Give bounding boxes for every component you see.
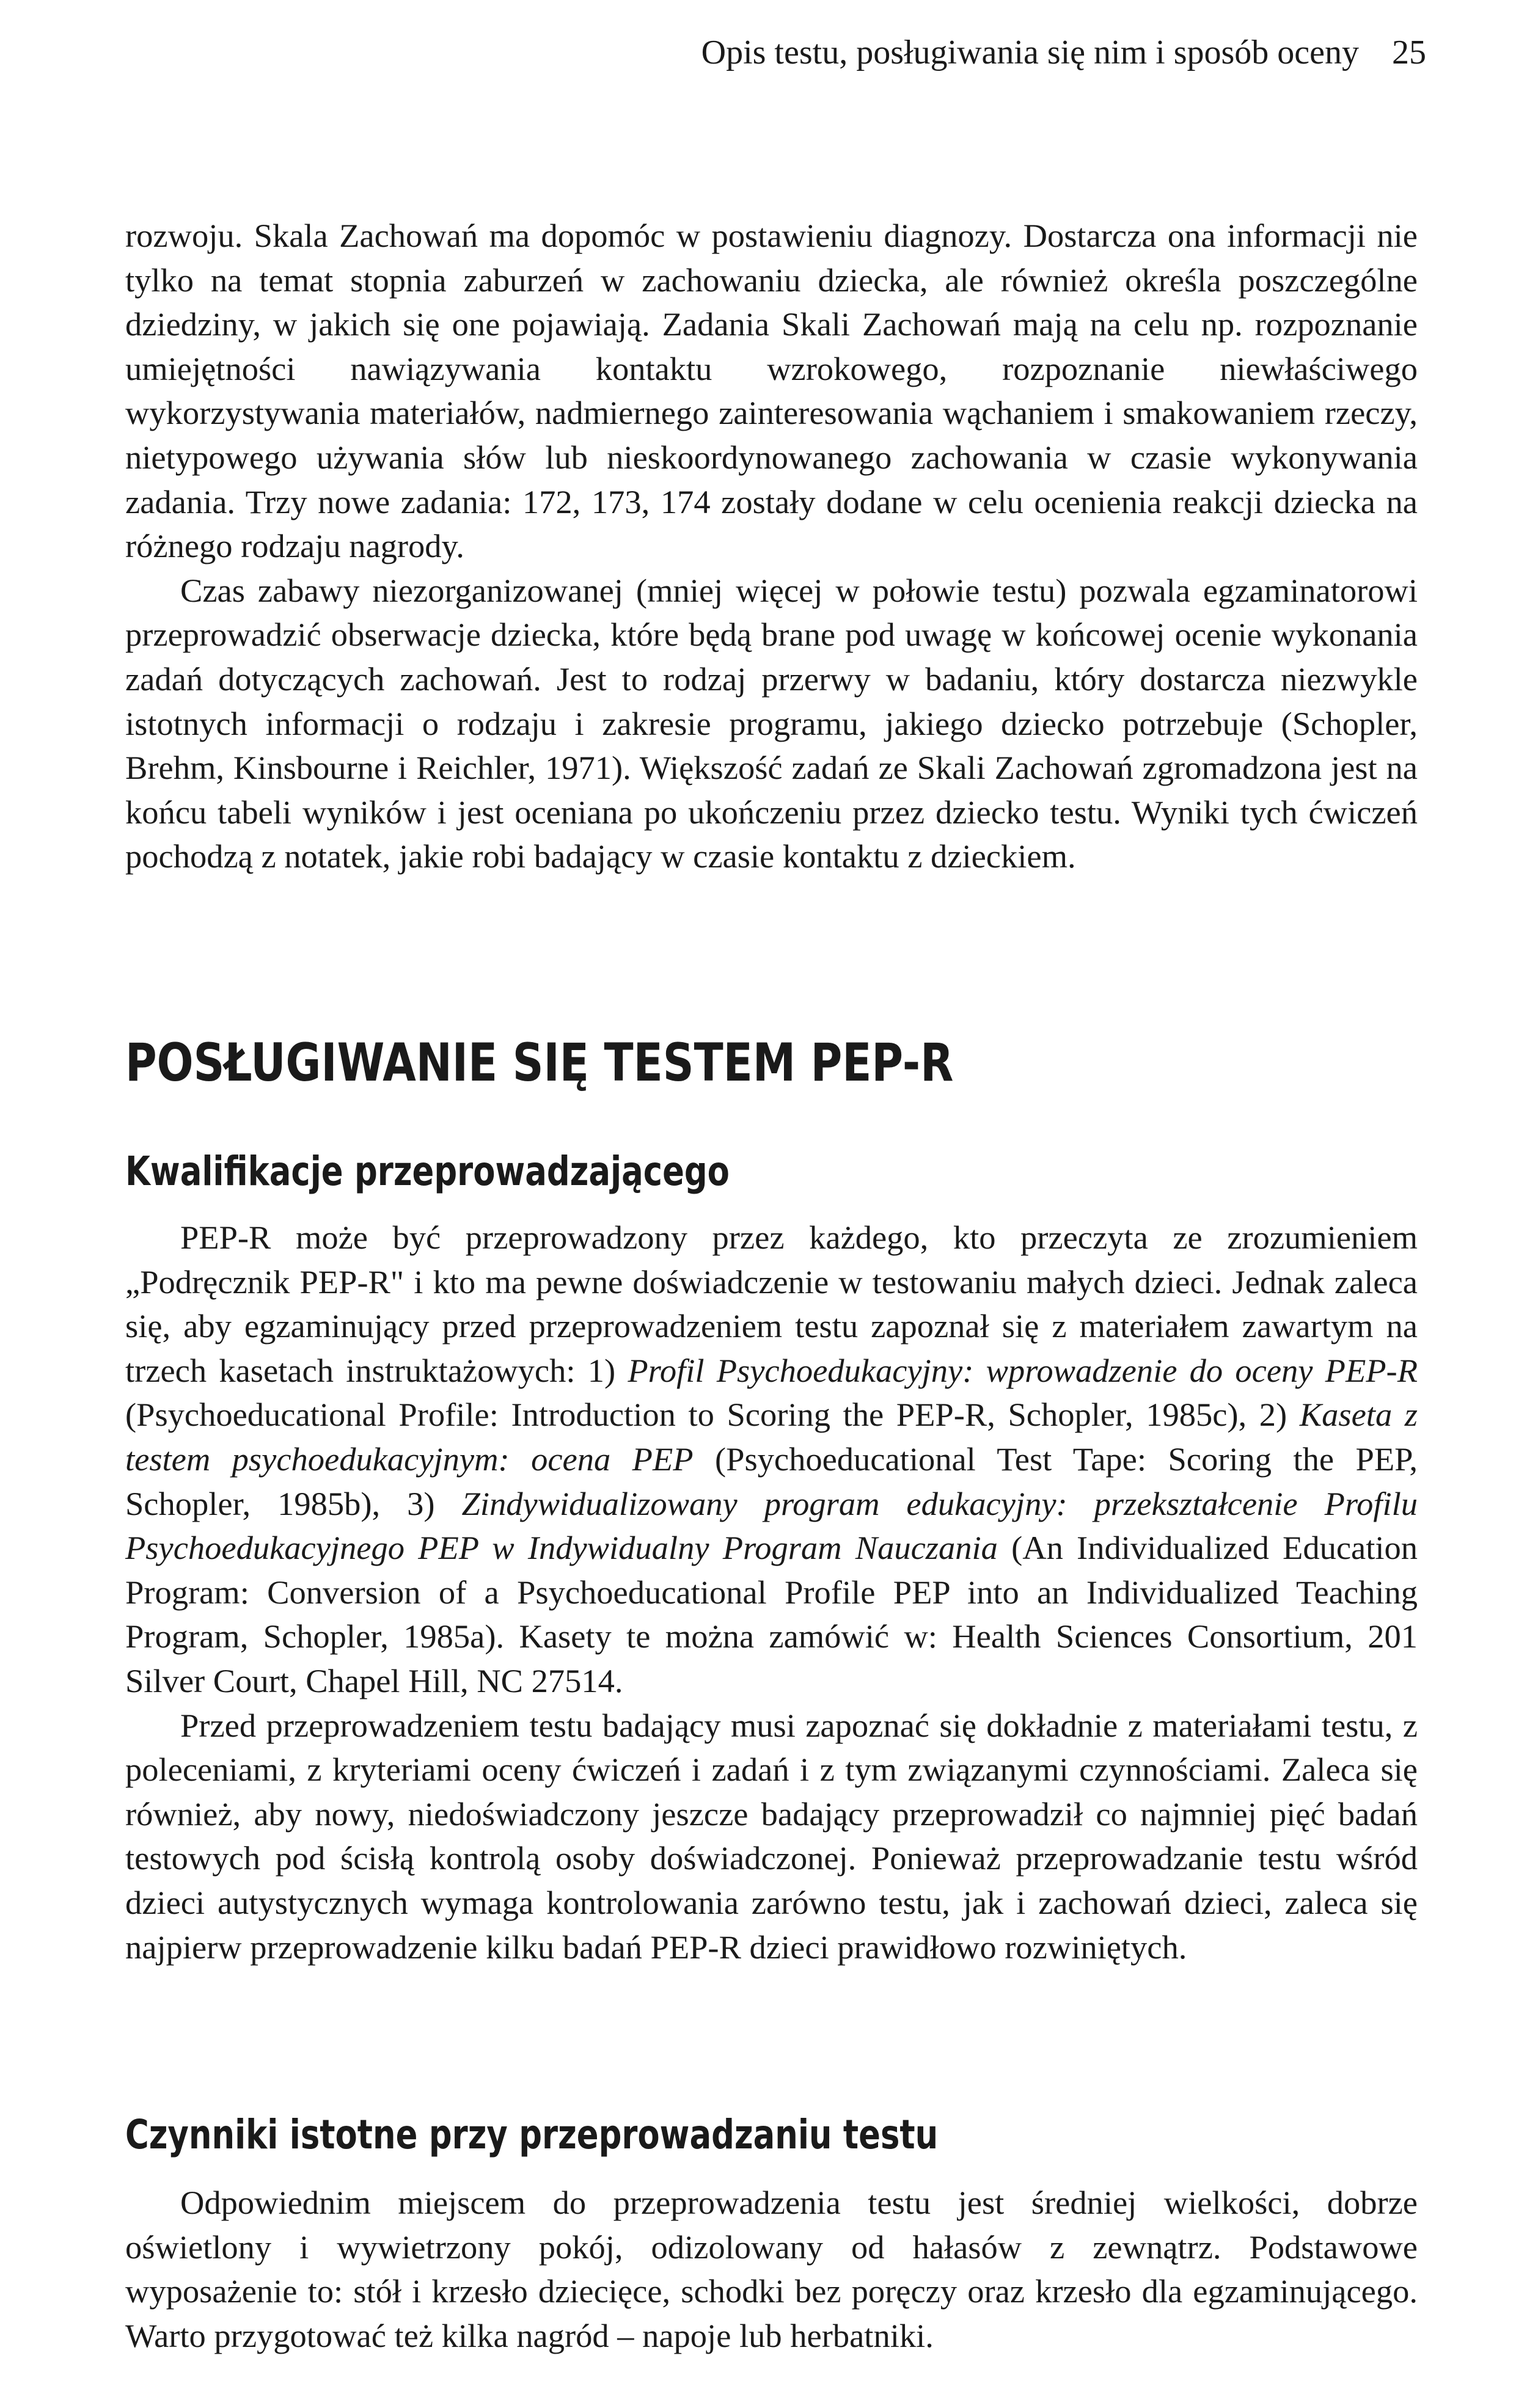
subsection-heading-conditions: Czynniki istotne przy przeprowadzaniu testu <box>125 2111 939 2158</box>
text-run: (Psychoeducational Test Tape: Scoring the PEP, Schopler, 1985b), 3) <box>125 1440 1418 1522</box>
paragraph: Czas zabawy niezorganizowanej (mniej więcej w połowie testu) pozwala egzaminatorowi przeprowadzić obserwacje dziecka, które będą brane pod uwagę w końcowej ocenie wykonania zadań dotyczących zachowań. Jest to rodzaj przerwy w badaniu, który dostarcza niezwykle istotnych informacji o rodzaju i zakresie programu, jakiego dziecko potrzebuje (Schopler, Brehm, Kinsbourne i Reichler, 1971). Większość zadań ze Skali Zachowań zgromadzona jest na końcu tabeli wyników i jest oceniana po ukończeniu przez dziecko testu. Wyniki tych ćwiczeń pochodzą z notatek, jakie robi badający w czasie kontaktu z dzieckiem. <box>125 571 1418 875</box>
text-run: PEP-R może być przeprowadzony przez każdego, kto przeczyta ze zrozumieniem „Podręcznik PEP-R" i kto ma pewne doświadczenie w testowaniu małych dzieci. Jednak zaleca się, aby egzaminujący przed przeprowadzeniem testu zapoznał się z materiałem zawartym na trzech kasetach instruktażowych: 1) <box>125 1219 1418 1389</box>
running-header <box>701 31 1426 75</box>
page-number: 25 <box>1392 34 1426 71</box>
behavior-scale-text <box>125 214 1418 879</box>
paragraph: Odpowiednim miejscem do przeprowadzenia testu jest średniej wielkości, dobrze oświetlony i wywietrzony pokój, odizolowany od hałasów z zewnątrz. Podstawowe wyposażenie to: stół i krzesło dziecięce, schodki bez poręczy oraz krzesło dla egzaminującego. Warto przygotować też kilka nagród – napoje lub herbatniki. <box>125 2184 1418 2354</box>
text-run: (Psychoeducational Profile: Introduction to Scoring the PEP-R, Schopler, 1985c), 2) <box>125 1396 1300 1434</box>
conditions-text <box>125 2181 1418 2358</box>
italic-title: Kaseta z testem psychoedukacyjnym: ocena PEP <box>125 1396 1418 1478</box>
text-run: (An Individualized Education Program: Conversion of a Psychoeducational Profile PEP into an Individualized Teaching Program, Schopler, 1985a). Kasety te można zamówić w: Health Sciences Consortium, 201 Silver Court, Chapel Hill, NC 27514. <box>125 1529 1418 1699</box>
section-heading: POSŁUGIWANIE SIĘ TESTEM PEP-R <box>125 1032 954 1093</box>
subsection-heading-qualifications: Kwalifikacje przeprowadzającego <box>125 1148 730 1195</box>
paragraph <box>125 1216 1418 1704</box>
qualifications-text <box>125 1216 1418 1969</box>
italic-title: Profil Psychoedukacyjny: wprowadzenie do oceny PEP-R <box>628 1351 1418 1389</box>
paragraph: rozwoju. Skala Zachowań ma dopomóc w postawieniu diagnozy. Dostarcza ona informacji nie tylko na temat stopnia zaburzeń w zachowaniu dziecka, ale również określa poszczególne dziedziny, w jakich się one pojawiają. Zadania Skali Zachowań mają na celu np. rozpoznanie umiejętności nawiązywania kontaktu wzrokowego, rozpoznanie niewłaściwego wykorzystywania materiałów, nadmiernego zainteresowania wąchaniem i smakowaniem rzeczy, nietypowego używania słów lub nieskoordynowanego zachowania w czasie wykonywania zadania. Trzy nowe zadania: 172, 173, 174 zostały dodane w celu ocenienia reakcji dziecka na różnego rodzaju nagrody. <box>125 217 1418 565</box>
italic-title: Zindywidualizowany program edukacyjny: przekształcenie Profilu Psychoedukacyjnego PEP w Indywidualny Program Nauczania <box>125 1484 1418 1567</box>
paragraph: Przed przeprowadzeniem testu badający musi zapoznać się dokładnie z materiałami testu, z poleceniami, z kryteriami oceny ćwiczeń i zadań i z tym związanymi czynnościami. Zaleca się również, aby nowy, niedoświadczony jeszcze badający przeprowadził co najmniej pięć badań testowych pod ścisłą kontrolą osoby doświadczonej. Ponieważ przeprowadzanie testu wśród dzieci autystycznych wymaga kontrolowania zarówno testu, jak i zachowań dzieci, zaleca się najpierw przeprowadzenie kilku badań PEP-R dzieci prawidłowo rozwiniętych. <box>125 1706 1418 1966</box>
running-title: Opis testu, posługiwania się nim i sposób oceny <box>701 34 1359 71</box>
